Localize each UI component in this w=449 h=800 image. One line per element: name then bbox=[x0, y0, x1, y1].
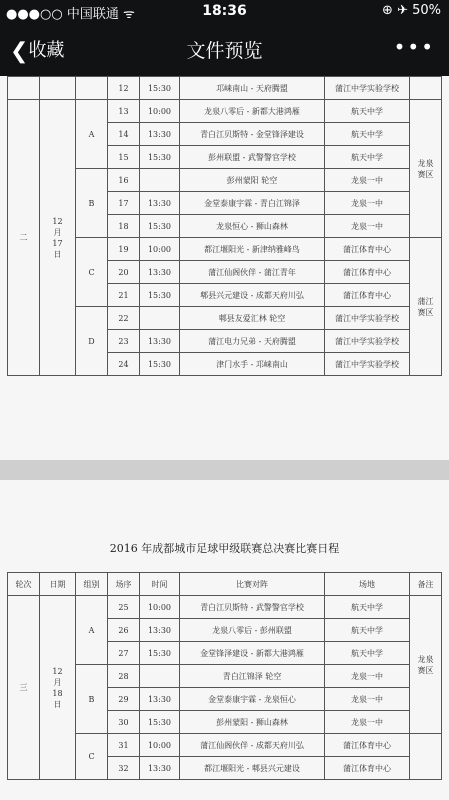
match-no: 16 bbox=[108, 169, 140, 192]
match-venue: 蒲江体育中心 bbox=[325, 238, 410, 261]
match-venue: 蒲江中学实验学校 bbox=[325, 307, 410, 330]
group-cell: D bbox=[76, 307, 108, 376]
match-time: 13:30 bbox=[140, 330, 180, 353]
match-pairing: 金堂锋泽建设 - 新都大港鸿雁 bbox=[180, 642, 325, 665]
match-pairing: 蒲江仙阁伙伴 - 成都天府川弘 bbox=[180, 734, 325, 757]
match-venue: 蒲江中学实验学校 bbox=[325, 353, 410, 376]
match-no: 21 bbox=[108, 284, 140, 307]
match-time: 13:30 bbox=[140, 192, 180, 215]
match-venue: 蒲江体育中心 bbox=[325, 734, 410, 757]
round-cell: 三 bbox=[8, 596, 40, 780]
table-header-row bbox=[8, 573, 442, 596]
match-time: 13:30 bbox=[140, 123, 180, 146]
match-no: 29 bbox=[108, 688, 140, 711]
match-pairing: 青白江锦泽 轮空 bbox=[180, 665, 325, 688]
match-no: 23 bbox=[108, 330, 140, 353]
remark-cell: 蒲江 赛区 bbox=[410, 238, 442, 376]
match-no: 19 bbox=[108, 238, 140, 261]
match-venue: 蒲江中学实验学校 bbox=[325, 77, 410, 100]
match-venue: 龙泉一中 bbox=[325, 169, 410, 192]
match-time: 15:30 bbox=[140, 711, 180, 734]
match-time bbox=[140, 169, 180, 192]
battery-indicator: ⊕ ✈ 50% bbox=[382, 3, 441, 18]
match-pairing: 郫县友爱汇林 轮空 bbox=[180, 307, 325, 330]
match-time: 10:00 bbox=[140, 734, 180, 757]
match-no: 17 bbox=[108, 192, 140, 215]
column-header: 组别 bbox=[76, 573, 108, 596]
match-time: 13:30 bbox=[140, 688, 180, 711]
date-cell: 12 月 18 日 bbox=[40, 596, 76, 780]
match-pairing: 蒲江电力兄弟 - 天府腾盟 bbox=[180, 330, 325, 353]
match-time: 15:30 bbox=[140, 215, 180, 238]
match-no: 12 bbox=[108, 77, 140, 100]
match-venue: 航天中学 bbox=[325, 642, 410, 665]
match-pairing: 都江堰阳光 - 新津纳雅峰鸟 bbox=[180, 238, 325, 261]
schedule-table-day3 bbox=[7, 572, 442, 780]
column-header: 日期 bbox=[40, 573, 76, 596]
match-pairing: 青白江贝斯特 - 金堂锋泽建设 bbox=[180, 123, 325, 146]
match-venue: 蒲江体育中心 bbox=[325, 261, 410, 284]
match-venue: 航天中学 bbox=[325, 619, 410, 642]
match-time: 10:00 bbox=[140, 238, 180, 261]
match-pairing: 邛崃南山 - 天府腾盟 bbox=[180, 77, 325, 100]
match-venue: 航天中学 bbox=[325, 596, 410, 619]
match-time: 15:30 bbox=[140, 77, 180, 100]
match-no: 27 bbox=[108, 642, 140, 665]
back-label: 收藏 bbox=[28, 40, 65, 61]
match-pairing: 龙泉八零后 - 彭州联盟 bbox=[180, 619, 325, 642]
match-time: 13:30 bbox=[140, 261, 180, 284]
match-venue: 航天中学 bbox=[325, 146, 410, 169]
match-venue: 航天中学 bbox=[325, 123, 410, 146]
match-no: 31 bbox=[108, 734, 140, 757]
match-pairing: 彭州联盟 - 武警警官学校 bbox=[180, 146, 325, 169]
match-pairing: 都江堰阳光 - 郫县兴元建设 bbox=[180, 757, 325, 780]
match-no: 25 bbox=[108, 596, 140, 619]
match-pairing: 蒲江仙阁伙伴 - 蒲江青年 bbox=[180, 261, 325, 284]
group-cell: A bbox=[76, 100, 108, 169]
match-time: 15:30 bbox=[140, 642, 180, 665]
match-pairing: 金堂泰康宇霖 - 青白江锦泽 bbox=[180, 192, 325, 215]
status-bar bbox=[0, 0, 449, 22]
group-cell: C bbox=[76, 734, 108, 780]
remark-cell: 龙泉 赛区 bbox=[410, 100, 442, 238]
match-pairing: 青白江贝斯特 - 武警警官学校 bbox=[180, 596, 325, 619]
group-cell: C bbox=[76, 238, 108, 307]
match-pairing: 彭州蒙阳 轮空 bbox=[180, 169, 325, 192]
match-pairing: 彭州蒙阳 - 狮山森林 bbox=[180, 711, 325, 734]
match-venue: 蒲江中学实验学校 bbox=[325, 330, 410, 353]
match-pairing: 龙泉恒心 - 狮山森林 bbox=[180, 215, 325, 238]
match-no: 14 bbox=[108, 123, 140, 146]
page-title: 文件预览 bbox=[186, 40, 263, 62]
match-time: 15:30 bbox=[140, 353, 180, 376]
match-time: 13:30 bbox=[140, 757, 180, 780]
remark-cell: 龙泉 赛区 bbox=[410, 596, 442, 734]
column-header: 时间 bbox=[140, 573, 180, 596]
match-no: 15 bbox=[108, 146, 140, 169]
match-venue: 龙泉一中 bbox=[325, 665, 410, 688]
column-header: 场地 bbox=[325, 573, 410, 596]
table-row bbox=[8, 77, 442, 100]
match-no: 28 bbox=[108, 665, 140, 688]
carrier-signal: ●●●○○ 中国联通 ᯤ bbox=[6, 7, 135, 22]
match-no: 30 bbox=[108, 711, 140, 734]
match-pairing: 金堂泰康宇霖 - 龙泉恒心 bbox=[180, 688, 325, 711]
page-separator bbox=[0, 460, 449, 480]
table-row bbox=[8, 100, 442, 123]
group-cell: A bbox=[76, 596, 108, 665]
document-page-2[interactable] bbox=[0, 480, 449, 800]
document-title: 2016 年成都城市足球甲级联赛总决赛比赛日程 bbox=[109, 542, 340, 555]
more-icon[interactable]: ••• bbox=[393, 35, 435, 59]
column-header: 比赛对阵 bbox=[180, 573, 325, 596]
chevron-left-icon: ❮ bbox=[10, 39, 29, 64]
match-pairing: 津门水手 - 邛崃南山 bbox=[180, 353, 325, 376]
match-time bbox=[140, 665, 180, 688]
date-cell: 12 月 17 日 bbox=[40, 100, 76, 376]
match-time: 10:00 bbox=[140, 596, 180, 619]
nav-bar bbox=[0, 22, 449, 76]
match-time: 10:00 bbox=[140, 100, 180, 123]
match-venue: 龙泉一中 bbox=[325, 215, 410, 238]
group-cell: B bbox=[76, 665, 108, 734]
column-header: 备注 bbox=[410, 573, 442, 596]
match-no: 24 bbox=[108, 353, 140, 376]
match-no: 20 bbox=[108, 261, 140, 284]
match-venue: 蒲江体育中心 bbox=[325, 284, 410, 307]
match-no: 26 bbox=[108, 619, 140, 642]
match-pairing: 龙泉八零后 - 新都大港鸿雁 bbox=[180, 100, 325, 123]
match-venue: 龙泉一中 bbox=[325, 711, 410, 734]
match-time: 13:30 bbox=[140, 619, 180, 642]
match-venue: 龙泉一中 bbox=[325, 688, 410, 711]
schedule-table-day2 bbox=[7, 76, 442, 376]
match-venue: 龙泉一中 bbox=[325, 192, 410, 215]
match-no: 18 bbox=[108, 215, 140, 238]
group-cell: B bbox=[76, 169, 108, 238]
match-venue: 蒲江体育中心 bbox=[325, 757, 410, 780]
round-cell: 二 bbox=[8, 100, 40, 376]
document-page-1[interactable] bbox=[0, 76, 449, 460]
match-time: 15:30 bbox=[140, 284, 180, 307]
clock: 18:36 bbox=[202, 3, 247, 19]
column-header: 场序 bbox=[108, 573, 140, 596]
table-row bbox=[8, 596, 442, 619]
match-no: 32 bbox=[108, 757, 140, 780]
match-venue: 航天中学 bbox=[325, 100, 410, 123]
match-no: 22 bbox=[108, 307, 140, 330]
match-pairing: 郫县兴元建设 - 成都天府川弘 bbox=[180, 284, 325, 307]
match-time bbox=[140, 307, 180, 330]
match-time: 15:30 bbox=[140, 146, 180, 169]
match-no: 13 bbox=[108, 100, 140, 123]
column-header: 轮次 bbox=[8, 573, 40, 596]
